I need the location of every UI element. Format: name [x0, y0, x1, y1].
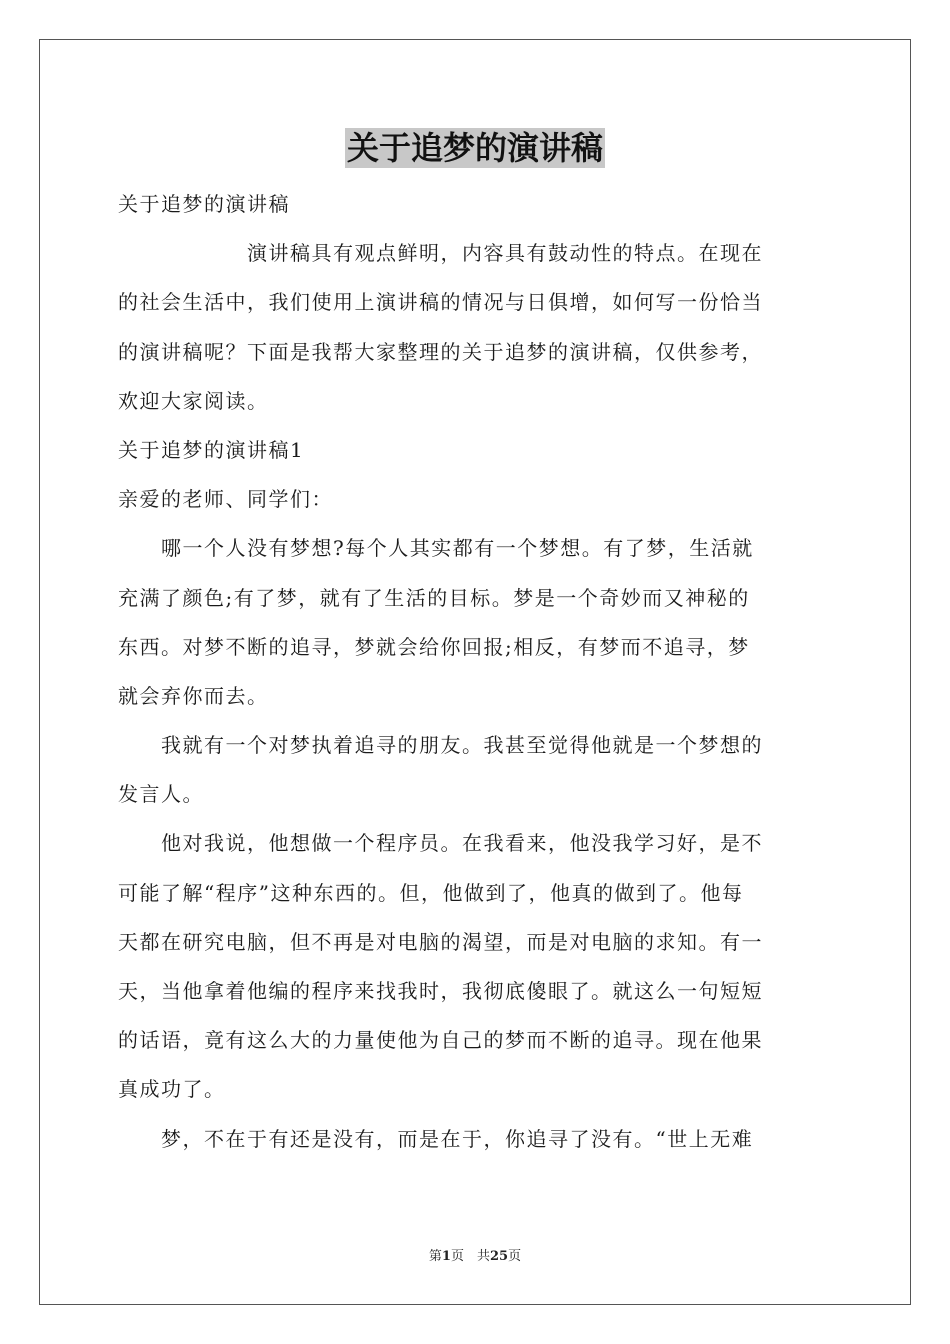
text-line: 天，当他拿着他编的程序来找我时，我彻底傻眼了。就这么一句短短 [118, 979, 763, 1003]
text-line: 的演讲稿呢？下面是我帮大家整理的关于追梦的演讲稿，仅供参考， [118, 339, 763, 364]
text-line: 我就有一个对梦执着追寻的朋友。我甚至觉得他就是一个梦想的 [118, 733, 763, 758]
text-line: 发言人。 [118, 782, 204, 807]
text-line: 哪一个人没有梦想?每个人其实都有一个梦想。有了梦，生活就 [118, 536, 754, 561]
text-line: 他对我说，他想做一个程序员。在我看来，他没我学习好，是不 [118, 831, 763, 856]
page-footer [0, 1248, 950, 1266]
text-line: 欢迎大家阅读。 [118, 388, 269, 413]
text-line: 东西。对梦不断的追寻，梦就会给你回报;相反，有梦而不追寻，梦 [118, 634, 750, 659]
text-line: 关于追梦的演讲稿1 [118, 437, 305, 462]
document-title: 关于追梦的演讲稿 [346, 129, 603, 167]
text-line: 充满了颜色;有了梦，就有了生活的目标。梦是一个奇妙而又神秘的 [118, 585, 750, 610]
page-suffix: 页 [508, 1249, 522, 1264]
current-page-number: 1 [441, 1249, 451, 1264]
page-mid: 页 共 [450, 1249, 490, 1264]
document-body [118, 180, 834, 1164]
text-line: 梦，不在于有还是没有，而是在于，你追寻了没有。“世上无难 [118, 1126, 754, 1151]
page-prefix: 第 [428, 1249, 442, 1264]
text-line: 的社会生活中，我们使用上演讲稿的情况与日俱增，如何写一份恰当 [118, 290, 763, 315]
text-line: 就会弃你而去。 [118, 683, 269, 708]
text-line: 的话语，竟有这么大的力量使他为自己的梦而不断的追寻。现在他果 [118, 1028, 763, 1053]
text-line: 天都在研究电脑，但不再是对电脑的渴望，而是对电脑的求知。有一 [118, 929, 763, 954]
text-line: 关于追梦的演讲稿 [118, 192, 290, 216]
document-title-bar [0, 128, 950, 172]
text-line: 真成功了。 [118, 1077, 226, 1102]
total-pages-number: 25 [489, 1249, 509, 1264]
text-line: 可能了解“程序”这种东西的。但，他做到了，他真的做到了。他每 [118, 880, 744, 905]
text-line: 演讲稿具有观点鲜明，内容具有鼓动性的特点。在现在 [118, 241, 763, 266]
text-line: 亲爱的老师、同学们： [118, 487, 333, 512]
